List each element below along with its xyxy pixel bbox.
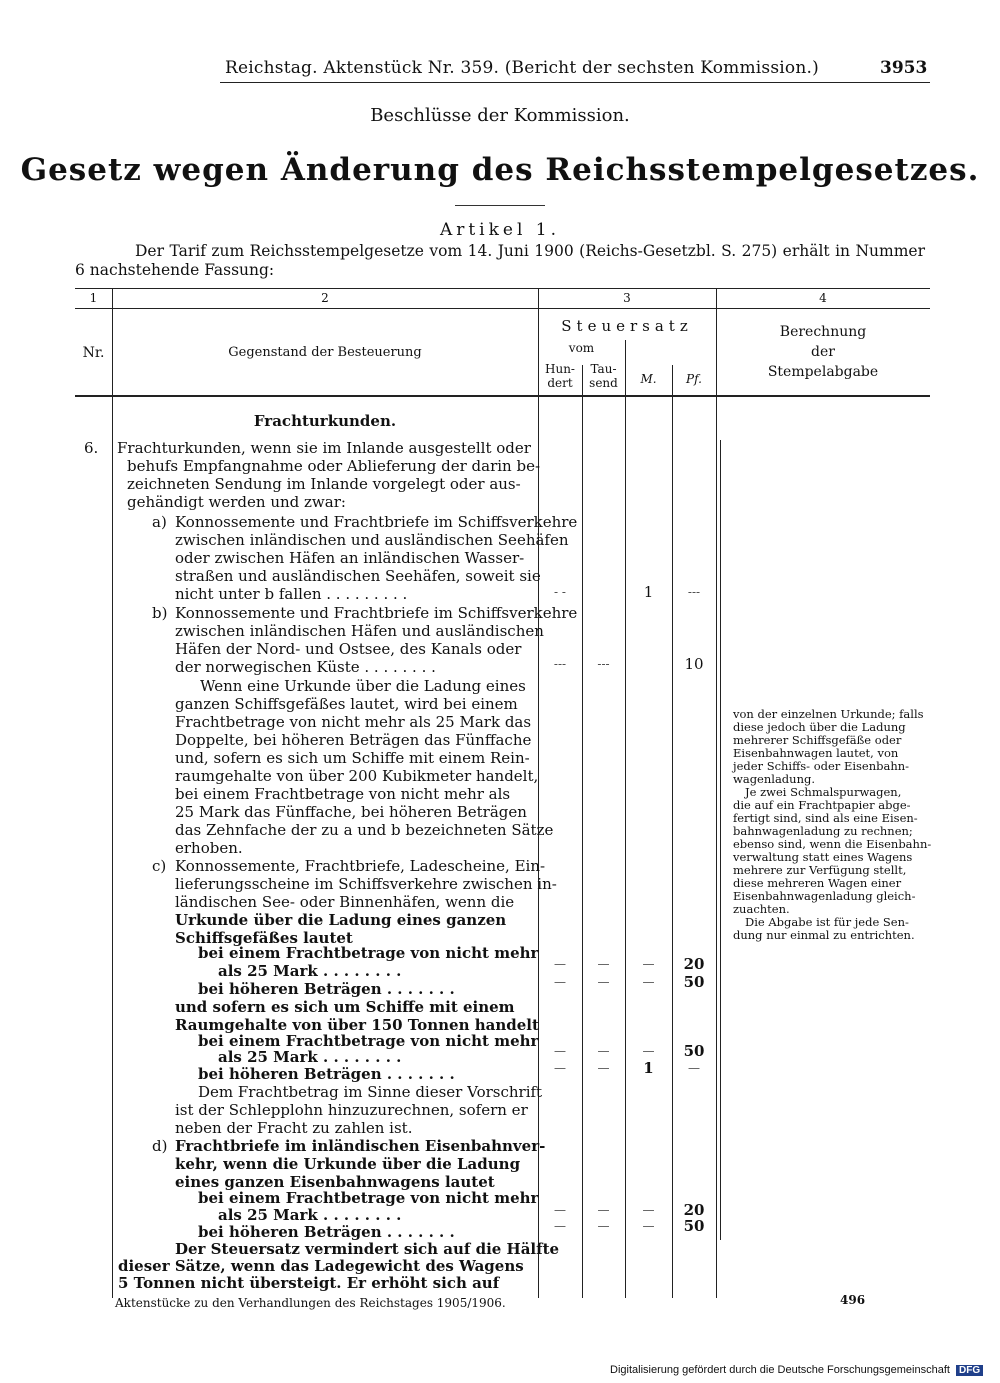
c-line: Schiffsgefäßes lautet xyxy=(175,929,353,947)
remark-line: dung nur einmal zu entrichten. xyxy=(733,928,915,942)
dash: — xyxy=(642,1219,655,1233)
remark-line: bahnwagenladung zu rechnen; xyxy=(733,824,913,838)
a-line: Konnossemente und Frachtbriefe im Schiffsverkehre xyxy=(175,513,578,531)
footer-source: Aktenstücke zu den Verhandlungen des Reichstages 1905/1906. xyxy=(115,1296,506,1310)
dash: --- xyxy=(687,585,701,599)
running-header: Reichstag. Aktenstück Nr. 359. (Bericht der sechsten Kommission.) xyxy=(225,58,819,78)
header-tausend: Tau- send xyxy=(589,362,618,390)
d-line: Frachtbriefe im inländischen Eisenbahnver- xyxy=(175,1137,546,1155)
remark-line: ebenso sind, wenn die Eisenbahn- xyxy=(733,837,932,851)
c-line: Urkunde über die Ladung eines ganzen xyxy=(175,911,507,929)
c-line: lieferungsscheine im Schiffsverkehre zwischen in- xyxy=(175,875,557,893)
d-line: als 25 Mark . . . . . . . . xyxy=(218,1206,402,1224)
section-heading: Frachturkunden. xyxy=(253,412,397,430)
remark-line: jeder Schiffs- oder Eisenbahn- xyxy=(733,759,910,773)
c-row: bei einem Frachtbetrage von nicht mehr xyxy=(198,1032,539,1050)
colnum-2: 2 xyxy=(321,291,329,305)
d-line: bei einem Frachtbetrage von nicht mehr xyxy=(198,1189,539,1207)
dash: — xyxy=(688,1061,700,1075)
c-row: bei einem Frachtbetrage von nicht mehr xyxy=(198,944,539,962)
dash: — xyxy=(597,1219,610,1233)
remark-line: die auf ein Frachtpapier abge- xyxy=(733,798,911,812)
page-number: 3953 xyxy=(880,58,928,78)
remarks-bracket xyxy=(720,440,721,1240)
value-a-mark: 1 xyxy=(643,583,654,601)
c-row: bei höheren Beträgen . . . . . . . xyxy=(198,980,455,998)
label-d: d) xyxy=(152,1137,168,1155)
table-colnum-rule xyxy=(75,308,930,309)
remark-line: fertigt sind, sind als eine Eisen- xyxy=(733,811,918,825)
d-line: Der Steuersatz vermindert sich auf die Hälfte xyxy=(175,1240,560,1258)
table-header-bottom-rule xyxy=(75,395,930,397)
dash: — xyxy=(642,1044,655,1058)
value-d2-pf: 50 xyxy=(683,1217,705,1235)
c-line: Konnossemente, Frachtbriefe, Ladescheine, Ein- xyxy=(175,857,546,875)
header-rule xyxy=(220,82,930,83)
title-divider xyxy=(455,205,545,206)
b-line: Konnossemente und Frachtbriefe im Schiffsverkehre xyxy=(175,604,578,622)
artikel-heading: Artikel 1. xyxy=(439,220,561,240)
c-row: bei höheren Beträgen . . . . . . . xyxy=(198,1065,455,1083)
value-d1-pf: 20 xyxy=(683,1201,705,1219)
value-b-pf: 10 xyxy=(684,655,704,673)
a-line: nicht unter b fallen . . . . . . . . . xyxy=(175,585,408,603)
d-line: dieser Sätze, wenn das Ladegewicht des Wagens xyxy=(118,1257,524,1275)
row-nr: 6. xyxy=(84,439,99,457)
wenn-line: ganzen Schiffsgefäßes lautet, wird bei einem xyxy=(175,695,518,713)
item-line: zeichneten Sendung im Inlande vorgelegt oder aus- xyxy=(127,475,521,493)
remark-line: verwaltung statt eines Wagens xyxy=(733,850,913,864)
d-line: 5 Tonnen nicht übersteigt. Er erhöht sich auf xyxy=(118,1274,500,1292)
remark-line: von der einzelnen Urkunde; falls xyxy=(733,707,924,721)
dfg-credit-text: Digitalisierung gefördert durch die Deutsche Forschungsgemeinschaft xyxy=(610,1364,950,1376)
footer-sheet-number: 496 xyxy=(840,1293,866,1307)
dash: — xyxy=(597,1203,610,1217)
label-a: a) xyxy=(152,513,167,531)
dash: — xyxy=(554,957,566,971)
colnum-3: 3 xyxy=(623,291,631,305)
wenn-line: raumgehalte von über 200 Kubikmeter handelt, xyxy=(175,767,539,785)
dash: - - xyxy=(554,585,566,599)
table-vline-5 xyxy=(672,365,673,1298)
dash: — xyxy=(642,957,655,971)
header-nr: Nr. xyxy=(82,345,105,361)
header-steuersatz: Steuersatz xyxy=(561,317,693,335)
dfg-credit xyxy=(610,1364,983,1376)
dash: — xyxy=(597,1044,610,1058)
dem-line: Dem Frachtbetrag im Sinne dieser Vorschrift xyxy=(198,1083,543,1101)
dfg-logo: DFG xyxy=(956,1365,983,1376)
wenn-line: bei einem Frachtbetrage von nicht mehr als xyxy=(175,785,511,803)
wenn-line: Wenn eine Urkunde über die Ladung eines xyxy=(200,677,526,695)
label-b: b) xyxy=(152,604,168,622)
header-mark: M. xyxy=(640,372,657,386)
label-c: c) xyxy=(152,857,167,875)
remark-line: Die Abgabe ist für jede Sen- xyxy=(745,915,909,929)
value-c4-mark: 1 xyxy=(643,1059,654,1077)
c-row: als 25 Mark . . . . . . . . xyxy=(218,1048,402,1066)
c-row: und sofern es sich um Schiffe mit einem xyxy=(175,998,515,1016)
c-line: ländischen See- oder Binnenhäfen, wenn die xyxy=(175,893,515,911)
table-vline-4 xyxy=(625,340,626,1298)
colnum-1: 1 xyxy=(89,291,98,305)
b-line: zwischen inländischen Häfen und ausländischen xyxy=(175,622,544,640)
d-line: kehr, wenn die Urkunde über die Ladung xyxy=(175,1155,521,1173)
item-line: Frachturkunden, wenn sie im Inlande ausgestellt oder xyxy=(117,439,531,457)
dash: — xyxy=(597,975,610,989)
table-top-rule xyxy=(75,288,930,289)
remark-line: wagenladung. xyxy=(733,772,815,786)
value-c3-pf: 50 xyxy=(683,1042,705,1060)
remark-line: mehrere zur Verfügung stellt, xyxy=(733,863,907,877)
intro-paragraph: Der Tarif zum Reichsstempelgesetze vom 14. Juni 1900 (Reichs-Gesetzbl. S. 275) erhält in Nummer 6 nachstehende Fassung: xyxy=(75,242,925,279)
b-line: der norwegischen Küste . . . . . . . . xyxy=(175,658,436,676)
a-line: zwischen inländischen und ausländischen Seehäfen xyxy=(175,531,569,549)
dash: — xyxy=(642,975,655,989)
colnum-4: 4 xyxy=(819,291,827,305)
dash: — xyxy=(554,1203,566,1217)
dash: — xyxy=(554,1061,566,1075)
dem-line: neben der Fracht zu zahlen ist. xyxy=(175,1119,413,1137)
item-line: gehändigt werden und zwar: xyxy=(127,493,346,511)
header-berechnung: Berechnung der Stempelabgabe xyxy=(767,324,879,380)
value-c1-pf: 20 xyxy=(683,955,705,973)
dash: — xyxy=(554,975,566,989)
header-gegenstand: Gegenstand der Besteuerung xyxy=(228,345,422,360)
dash: — xyxy=(597,957,610,971)
wenn-line: das Zehnfache der zu a und b bezeichneten Sätze xyxy=(175,821,554,839)
b-line: Häfen der Nord- und Ostsee, des Kanals oder xyxy=(175,640,522,658)
header-hundert: Hun- dert xyxy=(545,362,575,390)
dash: — xyxy=(642,1203,655,1217)
dash: — xyxy=(554,1044,566,1058)
dash: — xyxy=(554,1219,566,1233)
remark-line: diese mehreren Wagen einer xyxy=(733,876,902,890)
remark-line: diese jedoch über die Ladung xyxy=(733,720,906,734)
c-row: als 25 Mark . . . . . . . . xyxy=(218,962,402,980)
subtitle: Beschlüsse der Kommission. xyxy=(370,105,630,126)
wenn-line: Doppelte, bei höheren Beträgen das Fünffache xyxy=(175,731,532,749)
dash: — xyxy=(597,1061,610,1075)
wenn-line: erhoben. xyxy=(175,839,243,857)
a-line: oder zwischen Häfen an inländischen Wasser- xyxy=(175,549,525,567)
table-vline-3 xyxy=(582,365,583,1298)
c-row: Raumgehalte von über 150 Tonnen handelt xyxy=(175,1016,539,1034)
table-vline-1 xyxy=(112,288,113,1298)
header-pf: Pf. xyxy=(686,372,702,386)
remark-line: zuachten. xyxy=(733,902,790,916)
remark-line: Eisenbahnwagenladung gleich- xyxy=(733,889,916,903)
d-line: bei höheren Beträgen . . . . . . . xyxy=(198,1223,455,1241)
header-vom: vom xyxy=(568,341,595,355)
d-line: eines ganzen Eisenbahnwagens lautet xyxy=(175,1173,495,1191)
document-title: Gesetz wegen Änderung des Reichsstempelgesetzes. xyxy=(20,152,980,188)
wenn-line: 25 Mark das Fünffache, bei höheren Beträgen xyxy=(175,803,527,821)
value-c2-pf: 50 xyxy=(683,973,705,991)
dash: --- xyxy=(597,657,610,671)
remark-line: Je zwei Schmalspurwagen, xyxy=(745,785,902,799)
a-line: straßen und ausländischen Seehäfen, soweit sie xyxy=(175,567,541,585)
dem-line: ist der Schlepplohn hinzuzurechnen, sofern er xyxy=(175,1101,528,1119)
item-line: behufs Empfangnahme oder Ablieferung der darin be- xyxy=(127,457,541,475)
remark-line: mehrerer Schiffsgefäße oder xyxy=(733,733,902,747)
dash: --- xyxy=(553,657,567,671)
remark-line: Eisenbahnwagen lautet, von xyxy=(733,746,899,760)
wenn-line: und, sofern es sich um Schiffe mit einem Rein- xyxy=(175,749,530,767)
wenn-line: Frachtbetrage von nicht mehr als 25 Mark das xyxy=(175,713,532,731)
table-vline-6 xyxy=(716,288,717,1298)
